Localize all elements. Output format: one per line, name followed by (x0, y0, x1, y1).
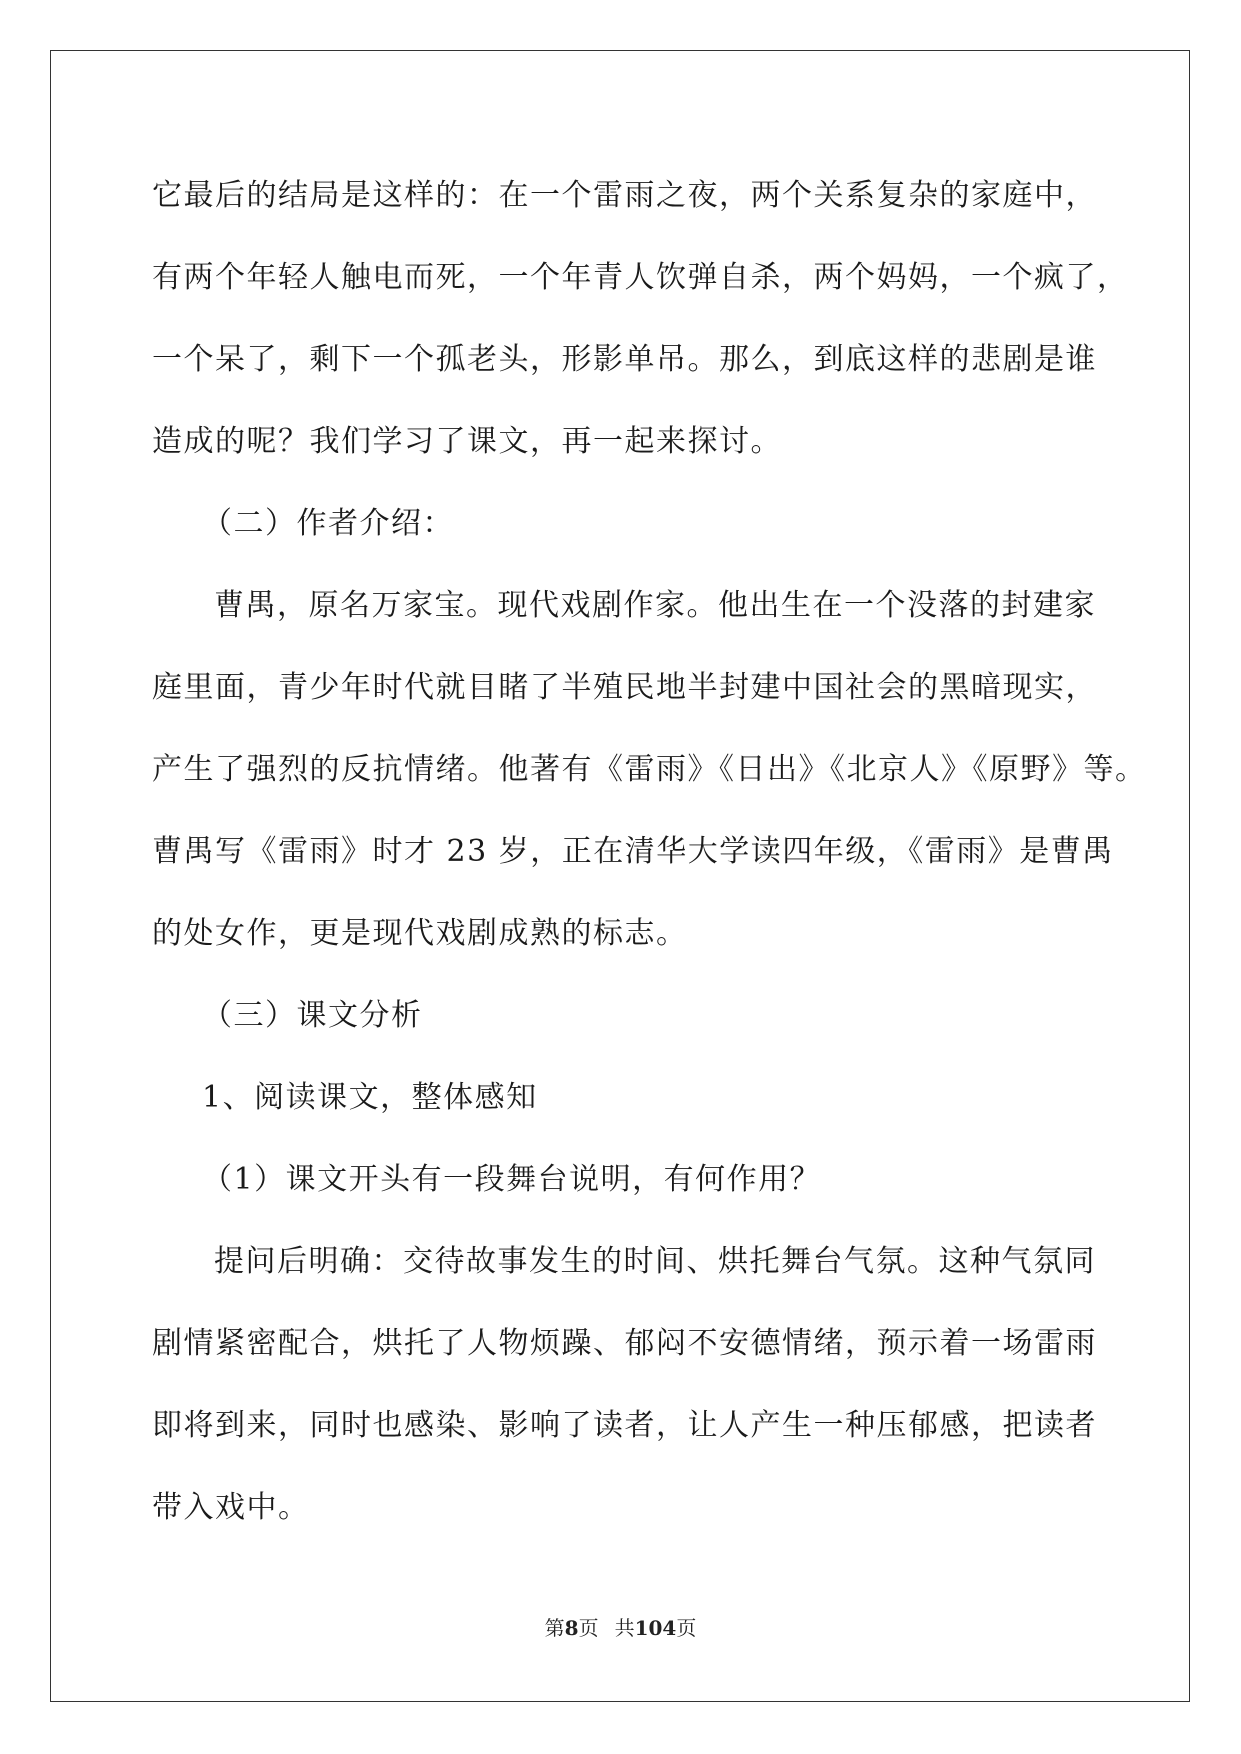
page-footer (0, 1612, 1241, 1641)
page-number: 8 (564, 1616, 579, 1640)
text-line: 有两个年轻人触电而死，一个年青人饮弹自杀，两个妈妈，一个疯了， (152, 260, 1129, 295)
document-body (152, 155, 1147, 1549)
text-line: 一个呆了，剩下一个孤老头，形影单吊。那么，到底这样的悲剧是谁 (152, 342, 1097, 377)
text-line: 带入戏中。 (152, 1490, 310, 1525)
text-line: 造成的呢？我们学习了课文，再一起来探讨。 (152, 424, 782, 459)
list-item-reading: 1、阅读课文，整体感知 (202, 1080, 538, 1115)
text-line: 庭里面，青少年时代就目睹了半殖民地半封建中国社会的黑暗现实， (152, 670, 1097, 705)
question-line: （1）课文开头有一段舞台说明，有何作用？ (202, 1162, 822, 1197)
text-line: 它最后的结局是这样的：在一个雷雨之夜，两个关系复杂的家庭中， (152, 178, 1097, 213)
text-line: 即将到来，同时也感染、影响了读者，让人产生一种压郁感，把读者 (152, 1408, 1097, 1443)
page-suffix: 页 (578, 1616, 599, 1640)
section-heading-analysis: （三）课文分析 (202, 998, 423, 1033)
total-prefix: 共 (614, 1616, 635, 1640)
text-line: 剧情紧密配合，烘托了人物烦躁、郁闷不安德情绪，预示着一场雷雨 (152, 1326, 1097, 1361)
section-heading-author: （二）作者介绍： (202, 506, 454, 541)
page-prefix: 第 (544, 1616, 565, 1640)
text-line: 曹禺，原名万家宝。现代戏剧作家。他出生在一个没落的封建家 (214, 588, 1096, 623)
text-line: 曹禺写《雷雨》时才 23 岁，正在清华大学读四年级，《雷雨》是曹禺 (152, 834, 1114, 869)
total-pages: 104 (634, 1616, 677, 1640)
text-line: 产生了强烈的反抗情绪。他著有《雷雨》《日出》《北京人》《原野》等。 (152, 752, 1147, 787)
text-line: 的处女作，更是现代戏剧成熟的标志。 (152, 916, 688, 951)
text-line: 提问后明确：交待故事发生的时间、烘托舞台气氛。这种气氛同 (214, 1244, 1096, 1279)
total-suffix: 页 (676, 1616, 697, 1640)
